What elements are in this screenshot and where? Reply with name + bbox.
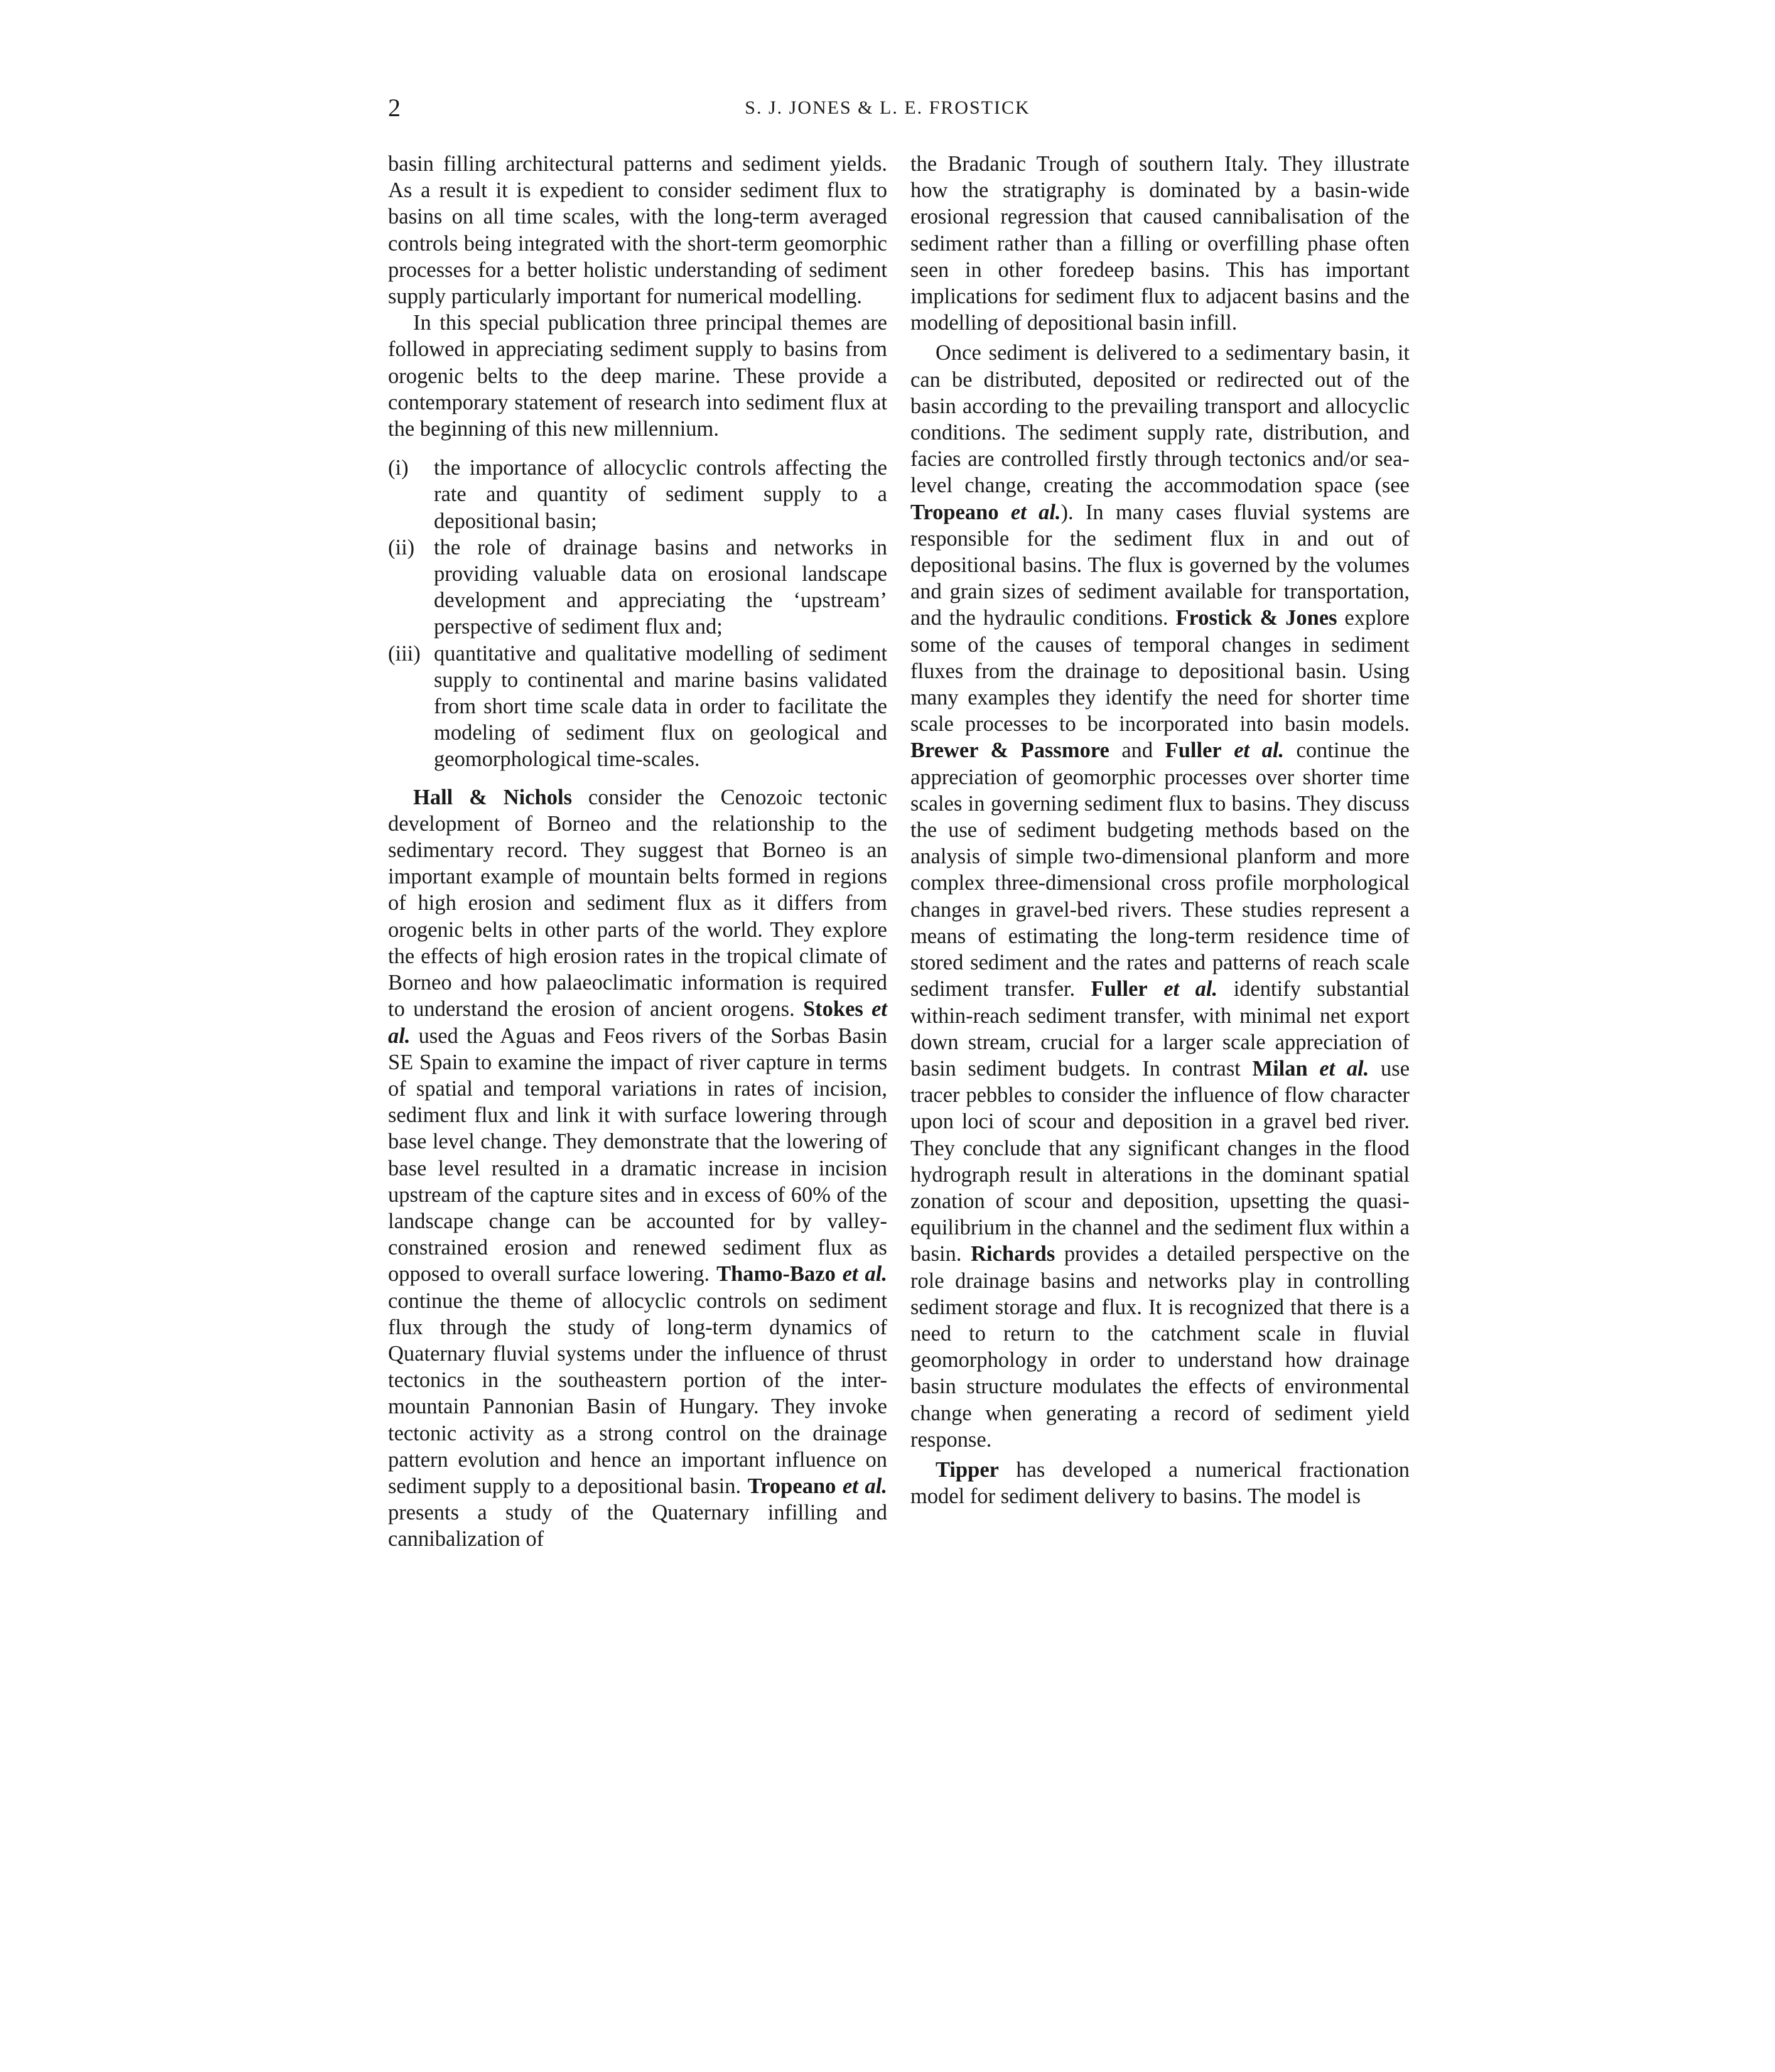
text-run: identify substantial within-reach sediment transfer, with minimal net export down stream, crucial for a larger scale appreciation of basin sediment budgets. In contrast	[910, 977, 1410, 1081]
author-ref: Brewer & Passmore	[910, 738, 1109, 763]
text-run: and	[1109, 738, 1165, 763]
author-ref: Hall & Nichols	[413, 785, 572, 809]
paragraph: In this special publication three principal themes are followed in appreciating sediment supply to basins from orogenic belts to the deep marine. These provide a contemporary statement of research into sediment flux at the beginning of this new millennium.	[388, 311, 887, 441]
text-run: explore some of the causes of temporal changes in sediment fluxes from the drainage to depositional basin. Using many examples they identify the need for shorter time scale processes to be incorporated into basin models.	[910, 606, 1410, 737]
right-column	[910, 151, 1410, 1509]
text-run: provides a detailed perspective on the role drainage basins and networks play in controlling sediment storage and flux. It is recognized that there is a need to return to the catchment scale in fluvial geomorphology in order to understand how drainage basin structure modulates the effects of environmental change when generating a record of sediment yield response.	[910, 1242, 1410, 1452]
list-number: (ii)	[388, 535, 415, 559]
author-ref: Tropeano	[747, 1474, 836, 1498]
text-run: continue the theme of allocyclic controls on sediment flux through the study of long-term dynamics of Quaternary fluvial systems under the influence of thrust tectonics in the southeastern portion of the inter-mountain Pannonian Basin of Hungary. They invoke tectonic activity as a strong control on the drainage pattern evolution and hence an important influence on sediment supply to a depositional basin.	[388, 1288, 887, 1498]
list-text: the role of drainage basins and networks in providing valuable data on erosional landscape development and appreciating the ‘upstream’ perspective of sediment flux and;	[434, 535, 887, 639]
paragraph: the Bradanic Trough of southern Italy. They illustrate how the stratigraphy is dominated by a basin-wide erosional regression that caused cannibalisation of the sediment rather than a filling or overfilling phase often seen in other foredeep basins. This has important implications for sediment flux to adjacent basins and the modelling of depositional basin infill.	[910, 152, 1410, 335]
list-text: the importance of allocyclic controls affecting the rate and quantity of sediment supply to a depositional basin;	[434, 456, 887, 533]
list-item	[388, 455, 887, 534]
author-ref: Tropeano	[910, 500, 999, 524]
author-ref: Frostick & Jones	[1175, 606, 1337, 630]
list-item	[388, 640, 887, 773]
paragraph: basin filling architectural patterns and sediment yields. As a result it is expedient to consider sediment flux to basins on all time scales, with the long-term averaged controls being integrated with the short-term geomorphic processes for a better holistic understanding of sediment supply particularly important for numerical modelling.	[388, 152, 887, 309]
text-run: ). In many cases fluvial systems are responsible for the sediment flux in and out of depositional basins. The flux is governed by the volumes and grain sizes of sediment available for transportation, and the hydraulic conditions.	[910, 500, 1410, 630]
author-ref: Tipper	[936, 1457, 999, 1482]
author-ref-etal: et al.	[1163, 977, 1218, 1001]
theme-list	[388, 455, 887, 772]
author-ref: Thamo-Bazo	[716, 1262, 836, 1287]
list-item	[388, 534, 887, 640]
left-column	[388, 151, 887, 1553]
page-number: 2	[388, 94, 401, 122]
author-ref-etal: et al.	[388, 997, 887, 1048]
text-run: Once sediment is delivered to a sedimentary basin, it can be distributed, deposited or redirected out of the basin according to the prevailing transport and allocyclic conditions. The sediment supply rate, distribution, and facies are controlled firstly through tectonics and/or sea-level change, creating the accommodation space (see	[910, 341, 1410, 498]
text-run: used the Aguas and Feos rivers of the Sorbas Basin SE Spain to examine the impact of river capture in terms of spatial and temporal variations in rates of incision, sediment flux and link it with surface lowering through base level change. They demonstrate that the lowering of base level resulted in a dramatic increase in incision upstream of the capture sites and in excess of 60% of the landscape change can be accounted for by valley-constrained erosion and renewed sediment flux as opposed to overall surface lowering.	[388, 1023, 887, 1287]
paragraph	[388, 784, 887, 1553]
author-ref-etal: et al.	[1010, 500, 1061, 524]
author-ref: Milan	[1252, 1056, 1308, 1081]
author-ref: Richards	[971, 1242, 1055, 1266]
author-ref: Stokes	[802, 997, 863, 1022]
text-run: continue the appreciation of geomorphic processes over shorter time scales in governing sediment flux to basins. They discuss the use of sediment budgeting methods based on the analysis of simple two-dimensional planform and more complex three-dimensional cross profile morphological changes in gravel-bed rivers. These studies represent a means of estimating the long-term residence time of stored sediment and the rates and patterns of reach scale sediment transfer.	[910, 738, 1410, 1001]
list-text: quantitative and qualitative modelling of sediment supply to continental and marine basins validated from short time scale data in order to facilitate the modeling of sediment flux on geological and geomorphological time-scales.	[434, 641, 887, 772]
author-ref-etal: et al.	[1234, 738, 1285, 763]
text-run: has developed a numerical fractionation model for sediment delivery to basins. The model is	[910, 1457, 1410, 1509]
author-ref-etal: et al.	[842, 1262, 888, 1287]
running-head: S. J. JONES & L. E. FROSTICK	[745, 97, 1030, 118]
text-run: presents a study of the Quaternary infilling and cannibalization of	[388, 1501, 887, 1551]
author-ref-etal: et al.	[1319, 1056, 1369, 1081]
text-run: use tracer pebbles to consider the influence of flow character upon loci of scour and deposition in a gravel bed river. They conclude that any significant changes in the flood hydrograph result in alterations in the dominant spatial zonation of scour and deposition, upsetting the quasi-equilibrium in the channel and the sediment flux within a basin.	[910, 1056, 1410, 1266]
text-run: consider the Cenozoic tectonic development of Borneo and the relationship to the sedimentary record. They suggest that Borneo is an important example of mountain belts formed in regions of high erosion and sediment flux as it differs from orogenic belts in other parts of the world. They explore the effects of high erosion rates in the tropical climate of Borneo and how palaeoclimatic information is required to understand the erosion of ancient orogens.	[388, 785, 887, 1022]
paragraph	[910, 1457, 1410, 1509]
author-ref-etal: et al.	[842, 1474, 887, 1498]
list-number: (iii)	[388, 641, 421, 666]
author-ref: Fuller	[1091, 977, 1148, 1001]
list-number: (i)	[388, 456, 409, 480]
author-ref: Fuller	[1165, 738, 1222, 763]
paragraph	[910, 340, 1410, 1453]
